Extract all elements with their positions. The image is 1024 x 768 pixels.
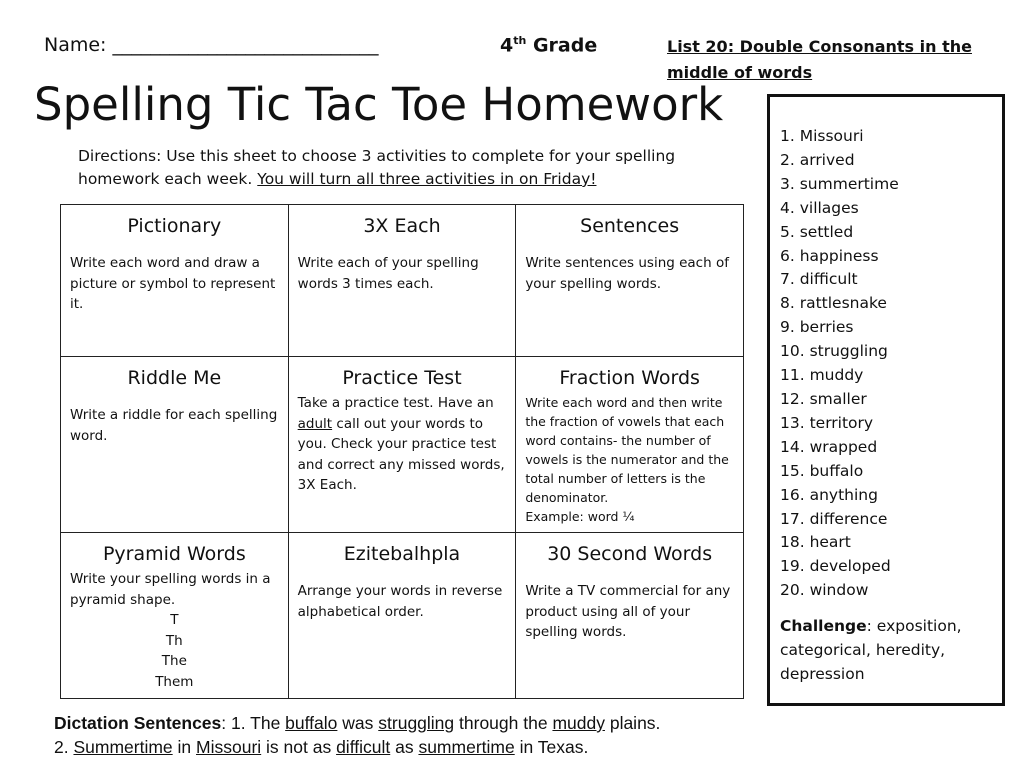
word-list-item: 20. window xyxy=(780,581,869,600)
cell-title: 3X Each xyxy=(363,215,441,237)
underlined-word: Summertime xyxy=(73,737,173,757)
cell-example: Example: word ¼ xyxy=(525,509,635,524)
grade-suffix: th xyxy=(513,34,527,47)
grade-text: Grade xyxy=(532,34,598,57)
dictation-line-1 xyxy=(54,711,774,735)
underlined-word: muddy xyxy=(552,713,605,733)
word-list-item: 7. difficult xyxy=(780,270,858,289)
word-list-item: 18. heart xyxy=(780,533,851,552)
dictation-sentences xyxy=(54,711,774,759)
word-list-item: 8. rattlesnake xyxy=(780,294,887,313)
cell-practice-test xyxy=(288,357,516,533)
word-list-item: 6. happiness xyxy=(780,246,879,265)
cell-title: Fraction Words xyxy=(559,367,700,389)
word-list-item: 11. muddy xyxy=(780,366,864,385)
word-list-item: 3. summertime xyxy=(780,174,899,193)
cell-description: Write your spelling words in a pyramid shape. xyxy=(70,571,271,608)
underlined-word: Missouri xyxy=(196,737,262,757)
directions-text: Directions: Use this sheet to choose 3 activities to complete for your spelling homework each week. xyxy=(78,147,676,188)
cell-description xyxy=(298,393,507,496)
cell-30-second-words xyxy=(516,533,744,699)
cell-3x-each xyxy=(288,205,516,357)
cell-description: Write a riddle for each spelling word. xyxy=(70,407,278,444)
cell-description: Write each word and draw a picture or symbol to represent it. xyxy=(70,255,276,312)
word-list-item: 9. berries xyxy=(780,318,854,337)
underlined-word: summertime xyxy=(418,737,515,757)
list-title: List 20: Double Consonants in the middle of words xyxy=(667,37,972,82)
word-list-item: 1. Missouri xyxy=(780,127,864,145)
word-list-item: 10. struggling xyxy=(780,342,888,361)
cell-title: 30 Second Words xyxy=(547,543,713,565)
pyramid-line: The xyxy=(161,653,187,669)
grade-label xyxy=(500,34,597,56)
text: is not as xyxy=(261,737,337,757)
tic-tac-toe-grid xyxy=(60,204,744,699)
pyramid-line: Th xyxy=(165,632,183,649)
word-list-item: 15. buffalo xyxy=(780,461,864,480)
page-title: Spelling Tic Tac Toe Homework xyxy=(34,78,724,131)
text: : 1. The xyxy=(221,713,286,733)
word-list-item: 13. territory xyxy=(780,413,874,432)
text: in xyxy=(172,737,197,757)
word-list-item: 4. villages xyxy=(780,198,859,217)
word-list-item: 17. difference xyxy=(780,509,888,528)
desc-part: call out your words to you. Check your practice test and correct any missed words, 3X Each. xyxy=(297,415,505,493)
cell-description: Write a TV commercial for any product using all of your spelling words. xyxy=(525,583,731,640)
word-list-item: 19. developed xyxy=(780,557,891,576)
name-field-label: Name: ____________________________ xyxy=(44,34,379,56)
cell-title: Practice Test xyxy=(342,367,462,389)
cell-title: Sentences xyxy=(580,215,680,237)
grade-number: 4 xyxy=(500,34,514,57)
text: was xyxy=(337,713,379,733)
pyramid-example xyxy=(70,610,279,692)
text: in Texas. xyxy=(514,737,589,757)
word-list-item: 14. wrapped xyxy=(780,437,878,456)
cell-title: Riddle Me xyxy=(127,367,222,389)
text: as xyxy=(390,737,419,757)
challenge-label: Challenge xyxy=(780,617,867,636)
underlined-word: struggling xyxy=(378,713,455,733)
dictation-line-2 xyxy=(54,735,774,759)
challenge-words xyxy=(780,615,992,687)
word-list-item: 5. settled xyxy=(780,222,854,241)
dictation-label: Dictation Sentences xyxy=(54,713,222,733)
cell-sentences xyxy=(516,205,744,357)
word-list-item: 16. anything xyxy=(780,485,878,504)
cell-description: Write each word and then write the fraction of vowels that each word contains- the number of vowels is the numerator and the total number of letters is the denominator. xyxy=(525,395,729,505)
cell-riddle-me xyxy=(61,357,289,533)
cell-description: Write sentences using each of your spelling words. xyxy=(525,255,729,292)
directions xyxy=(78,145,728,191)
pyramid-line: T xyxy=(170,612,179,628)
desc-part: Take a practice test. Have an xyxy=(297,395,494,411)
word-list-item: 12. smaller xyxy=(780,389,867,408)
cell-title: Pictionary xyxy=(127,215,222,237)
cell-ezitebalhpla xyxy=(288,533,516,699)
word-list-box xyxy=(767,94,1005,706)
challenge-list: : exposition, categorical, heredity, depression xyxy=(780,617,962,683)
cell-fraction-words xyxy=(516,357,744,533)
directions-emphasis: You will turn all three activities in on Friday! xyxy=(257,170,597,188)
cell-title: Pyramid Words xyxy=(102,543,246,565)
word-list-item: 2. arrived xyxy=(780,150,855,169)
text: through the xyxy=(454,713,553,733)
desc-underlined: adult xyxy=(297,415,333,432)
cell-description: Arrange your words in reverse alphabetical order. xyxy=(297,583,503,620)
text: 2. xyxy=(54,737,74,757)
pyramid-line: Them xyxy=(155,673,194,690)
cell-title: Ezitebalhpla xyxy=(343,543,461,565)
cell-description: Write each of your spelling words 3 times each. xyxy=(297,255,479,292)
underlined-word: difficult xyxy=(336,737,391,757)
cell-pictionary xyxy=(61,205,289,357)
text: plains. xyxy=(604,713,661,733)
cell-pyramid-words xyxy=(61,533,289,699)
underlined-word: buffalo xyxy=(285,713,338,733)
